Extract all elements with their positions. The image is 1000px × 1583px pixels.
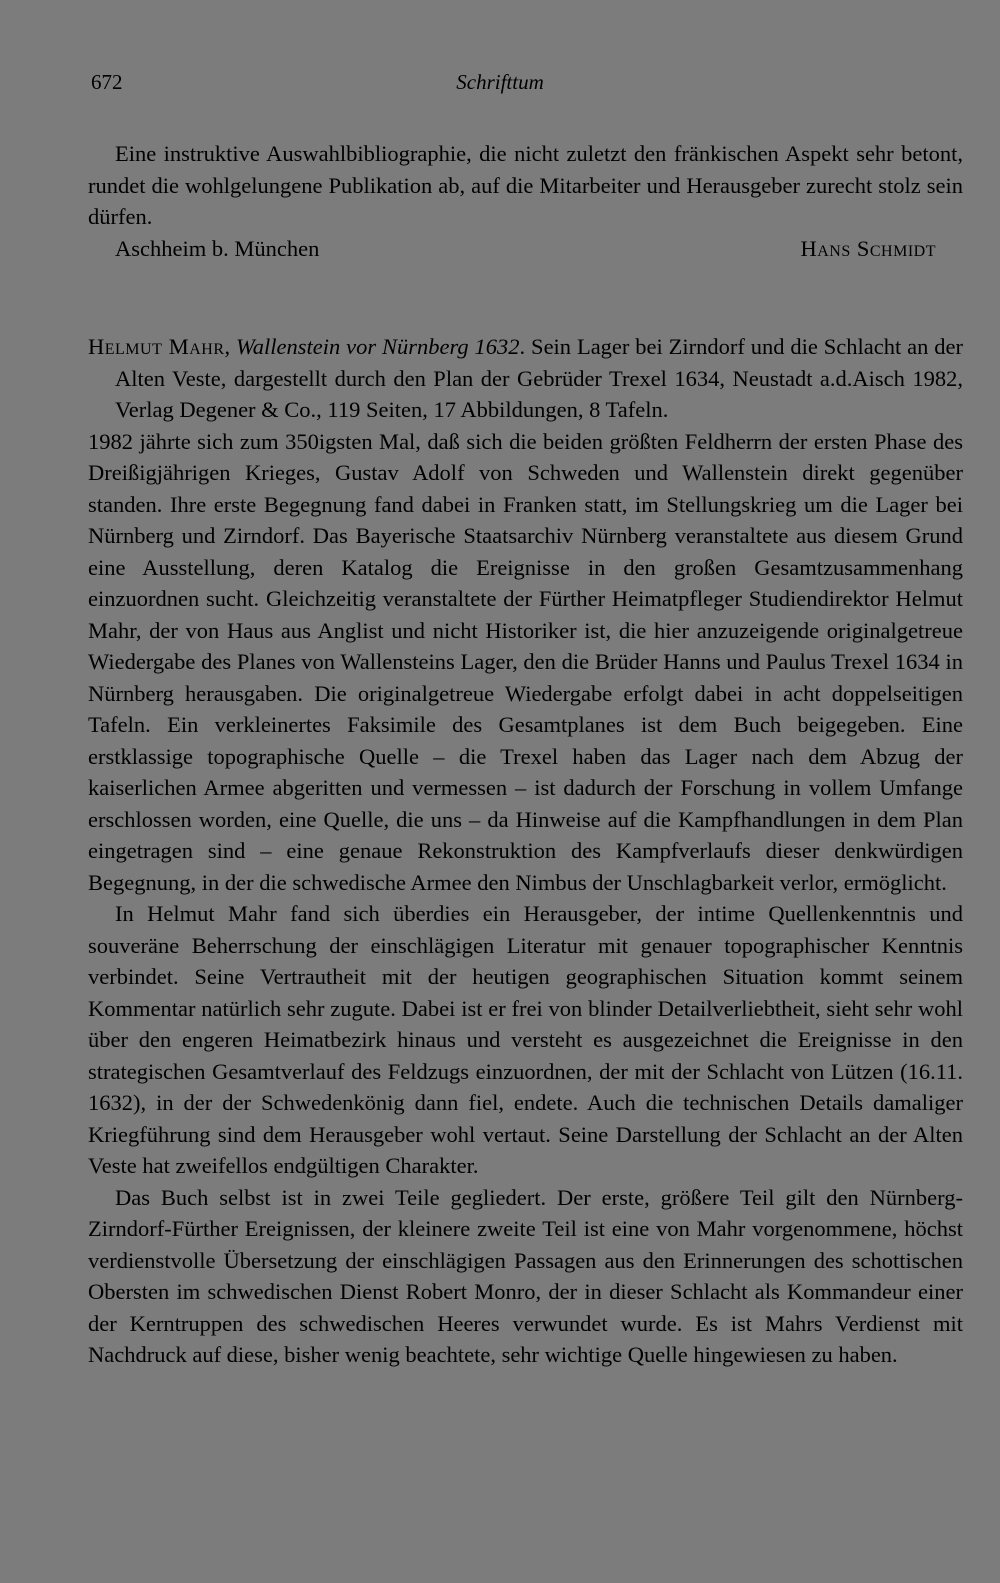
page-number: 672	[91, 70, 123, 94]
review-paragraph: Das Buch selbst ist in zwei Teile gegliedert. Der erste, größere Teil gilt den Nürnberg-Zirndorf-Fürther Ereignissen, der kleinere zweite Teil ist eine von Mahr vorgenommene, höchst verdienstvolle Übersetzung der einschlägigen Passagen aus den Erinnerungen des schottischen Obersten im schwedischen Dienst Robert Monro, der in dieser Schlacht als Kommandeur einer der Kerntruppen des schwedischen Heeres verwundet wurde. Es ist Mahrs Verdienst mit Nachdruck auf diese, bisher wenig beachtete, sehr wichtige Quelle hingewiesen zu haben.	[88, 1184, 963, 1367]
book-title: Wallenstein vor Nürnberg 1632	[236, 334, 520, 359]
book-author: Helmut Mahr	[88, 334, 225, 359]
review-signoff	[88, 233, 963, 265]
previous-review-end	[88, 138, 963, 265]
running-title: Schrifttum	[456, 70, 544, 94]
citation-details: . Sein Lager bei Zirndorf und die Schlacht an der Alten Veste, dargestellt durch den Plan der Gebrüder Trexel 1634, Neustadt a.d.Aisch 1982, Verlag Degener & Co., 119 Seiten, 17 Abbildungen, 8 Tafeln.	[115, 334, 964, 422]
signoff-place: Aschheim b. München	[115, 235, 320, 261]
bibliographic-citation: Helmut Mahr, Wallenstein vor Nürnberg 1632. Sein Lager bei Zirndorf und die Schlacht an der Alten Veste, dargestellt durch den Plan der Gebrüder Trexel 1634, Neustadt a.d.Aisch 1982, Verlag Degener & Co., 119 Seiten, 17 Abbildungen, 8 Tafeln.	[88, 334, 964, 422]
review-paragraph: In Helmut Mahr fand sich überdies ein Herausgeber, der intime Quellenkenntnis und souveräne Beherrschung der einschlägigen Literatur mit genauer topographischer Kenntnis verbindet. Seine Vertrautheit mit der heutigen geographischen Situation kommt seinem Kommentar natürlich sehr zugute. Dabei ist er frei von blinder Detailverliebtheit, sieht sehr wohl über den engeren Heimatbezirk hinaus und versteht es ausgezeichnet die Ereignisse in den strategischen Gesamtverlauf des Feldzugs einzuordnen, der mit der Schlacht von Lützen (16.11. 1632), in der der Schwedenkönig dann fiel, endete. Auch die technischen Details damaliger Kriegführung sind dem Herausgeber wohl vertaut. Seine Darstellung der Schlacht an der Alten Veste hat zweifellos endgültigen Charakter.	[88, 901, 963, 1178]
reviewer-name: Hans Schmidt	[800, 235, 936, 261]
book-review	[88, 331, 963, 1371]
review-paragraph: 1982 jährte sich zum 350igsten Mal, daß sich die beiden größten Feldherrn der ersten Phase des Dreißigjährigen Krieges, Gustav Adolf von Schweden und Wallenstein direkt gegenüber standen. Ihre erste Begegnung fand dabei in Franken statt, im Stellungskrieg um die Lager bei Nürnberg und Zirndorf. Das Bayerische Staatsarchiv Nürnberg veranstaltete aus diesem Grund eine Ausstellung, deren Katalog die Ereignisse in den großen Gesamtzusammenhang einzuordnen sucht. Gleichzeitig veranstaltete der Fürther Heimatpfleger Studiendirektor Helmut Mahr, der von Haus aus Anglist und nicht Historiker ist, die hier anzuzeigende originalgetreue Wiedergabe des Planes von Wallensteins Lager, den die Brüder Hanns und Paulus Trexel 1634 in Nürnberg herausgaben. Die originalgetreue Wiedergabe erfolgt dabei in acht doppelseitigen Tafeln. Ein verkleinertes Faksimile des Gesamtplanes ist dem Buch beigegeben. Eine erstklassige topographische Quelle – die Trexel haben das Lager nach dem Abzug der kaiserlichen Armee abgeritten und vermessen – ist dadurch der Forschung in vollem Umfange erschlossen worden, eine Quelle, die uns – da Hinweise auf die Kampfhandlungen in dem Plan eingetragen sind – eine genaue Rekonstruktion des Kampfverlaufs dieser denkwürdigen Begegnung, in der die schwedische Armee den Nimbus der Unschlagbarkeit verlor, ermöglicht.	[88, 428, 963, 895]
closing-paragraph: Eine instruktive Auswahlbibliographie, die nicht zuletzt den fränkischen Aspekt sehr betont, rundet die wohlgelungene Publikation ab, auf die Mitarbeiter und Herausgeber zurecht stolz sein dürfen.	[88, 141, 963, 229]
